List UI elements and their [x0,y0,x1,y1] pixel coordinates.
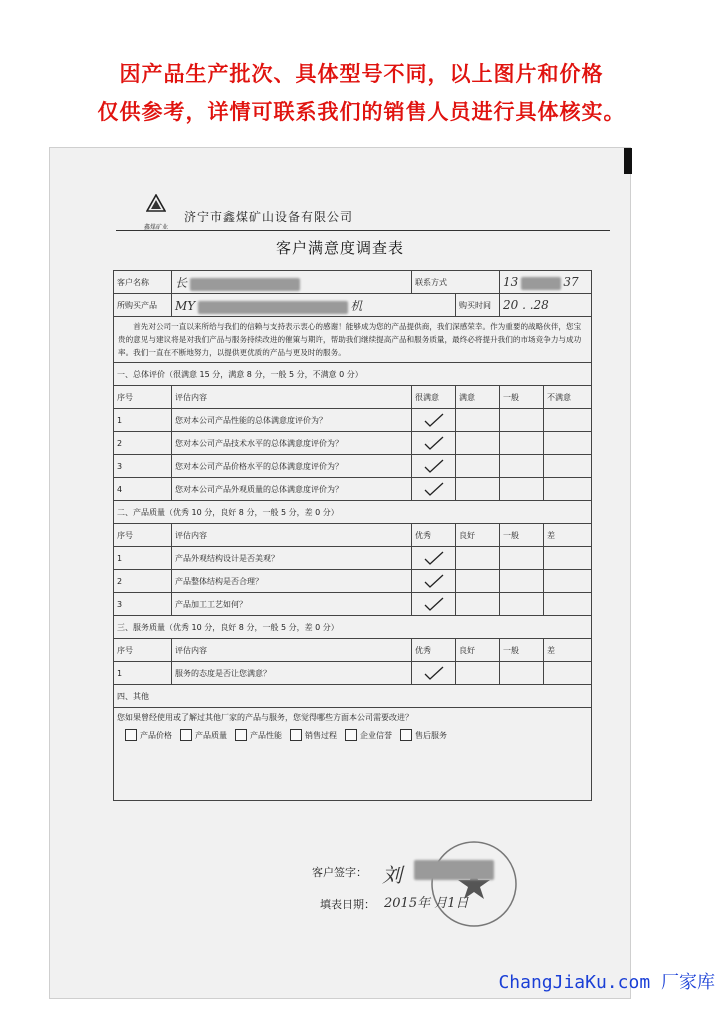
checkbox-icon[interactable] [180,729,192,741]
price-disclaimer-line-2: 仅供参考，详情可联系我们的销售人员进行具体核实。 [97,100,626,124]
check-mark [412,593,456,616]
table-row: 1 产品外观结构设计是否美观？ [114,547,592,570]
improvement-options [117,723,588,741]
section1-header: 一、总体评价（很满意 15 分，满意 8 分，一般 5 分，不满意 0 分） [114,363,592,386]
survey-table [113,270,592,801]
contact-value: 13 37 [500,271,592,294]
company-logo-icon [146,194,166,212]
option-quality[interactable]: 产品质量 [180,729,227,741]
scan-edge-mark [624,148,632,174]
check-mark [412,547,456,570]
signature-label: 客户签字： [312,866,367,879]
site-watermark: ChangJiaKu.com 厂家库 [498,972,715,993]
checkbox-icon[interactable] [345,729,357,741]
contact-label: 联系方式 [412,271,500,294]
section2-header: 二、产品质量（优秀 10 分，良好 8 分，一般 5 分，差 0 分） [114,501,592,524]
date-value: 2015年 月1日 [384,896,469,911]
date-label: 填表日期： [320,898,375,911]
intro-paragraph: 首先对公司一直以来所给与我们的信赖与支持表示衷心的感谢！能够成为您的产品提供商，我们深感荣幸。作为重要的战略伙伴，您宝贵的意见与建议将是对我们产品与服务持续改进的催策与期许，帮助我们继续提高产品和服务质量，最终必将提升我们的市场竞争力与成功率。我们一直在不断地努力，以提供更优质的产品与更及时的服务。 [114,317,592,363]
table-row: 3 产品加工工艺如何？ [114,593,592,616]
table-row: 4 您对本公司产品外观质量的总体满意度评价为？ [114,478,592,501]
option-after-sales[interactable]: 售后服务 [400,729,447,741]
purchase-time-value: 20 . .28 [500,294,592,317]
table-row: 2 您对本公司产品技术水平的总体满意度评价为？ [114,432,592,455]
improvement-question: 您如果曾经使用或了解过其他厂家的产品与服务，您觉得哪些方面本公司需要改进？ [117,713,413,722]
survey-form-scan [50,148,630,998]
table-row: 1 服务的态度是否让您满意？ [114,662,592,685]
check-mark [412,570,456,593]
product-label: 所购买产品 [114,294,172,317]
redacted-phone [521,277,561,290]
redacted-product [198,301,348,314]
table-row: 3 您对本公司产品价格水平的总体满意度评价为？ [114,455,592,478]
product-row [114,294,592,317]
check-mark [412,455,456,478]
checkbox-icon[interactable] [290,729,302,741]
redacted-signature [414,860,494,880]
table-row: 2 产品整体结构是否合理？ [114,570,592,593]
customer-row [114,271,592,294]
checkbox-icon[interactable] [125,729,137,741]
checkbox-icon[interactable] [235,729,247,741]
logo-caption: 鑫煤矿业 [143,224,168,231]
company-name: 济宁市鑫煤矿山设备有限公司 [184,210,354,224]
option-reputation[interactable]: 企业信誉 [345,729,392,741]
intro-row [114,317,592,363]
section4-header: 四、其他 [114,685,592,708]
header-rule [116,230,610,231]
signature-value: 刘 [382,863,402,887]
company-seal [428,838,520,930]
table-row: 1 您对本公司产品性能的总体满意度评价为？ [114,409,592,432]
improvement-question-cell [114,708,592,801]
option-price[interactable]: 产品价格 [125,729,172,741]
price-disclaimer-line-1: 因产品生产批次、具体型号不同，以上图片和价格 [119,62,604,86]
check-mark [412,478,456,501]
option-sales-process[interactable]: 销售过程 [290,729,337,741]
check-mark [412,409,456,432]
check-mark [412,662,456,685]
redacted-customer [190,278,300,291]
product-value: MY 机 [172,294,456,317]
section3-column-header: 序号 评估内容 优秀 良好 一般 差 [114,639,592,662]
form-title: 客户满意度调查表 [275,239,404,257]
purchase-time-label: 购买时间 [456,294,500,317]
section3-header: 三、服务质量（优秀 10 分，良好 8 分，一般 5 分，差 0 分） [114,616,592,639]
checkbox-icon[interactable] [400,729,412,741]
customer-value: 长 [172,271,412,294]
section2-column-header: 序号 评估内容 优秀 良好 一般 差 [114,524,592,547]
customer-label: 客户名称 [114,271,172,294]
check-mark [412,432,456,455]
section1-column-header: 序号 评估内容 很满意 满意 一般 不满意 [114,386,592,409]
option-performance[interactable]: 产品性能 [235,729,282,741]
